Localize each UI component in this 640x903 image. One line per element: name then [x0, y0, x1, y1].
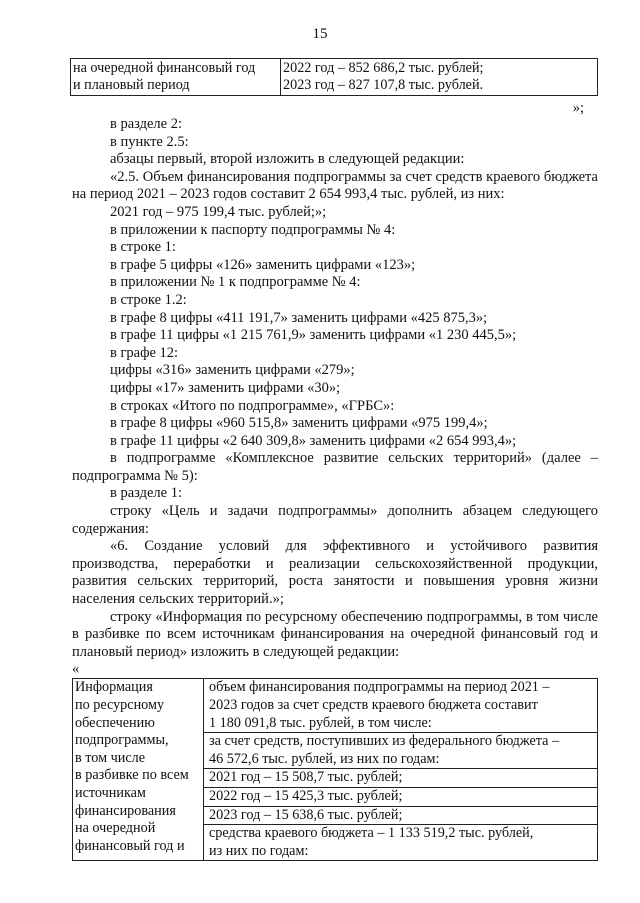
cell-line: Информация — [75, 679, 153, 696]
closing-quote: »; — [572, 100, 584, 116]
cell-line: 1 180 091,8 тыс. рублей, в том числе: — [209, 714, 432, 731]
paragraph: в строке 1: — [110, 239, 176, 256]
paragraph: «2.5. Объем финансирования подпрограммы за счет средств краевого бюджета на период 2021 – 2023 годов составит 2 654 993,4 тыс. рублей, из них: — [72, 168, 598, 203]
cell-line: 2022 год – 852 686,2 тыс. рублей; — [283, 60, 484, 76]
paragraph: строку «Информация по ресурсному обеспечению подпрограммы, в том числе в разбивке по всем источникам финансирования на очередной финансовый год и плановый период» изложить в следующей редакции: — [72, 608, 598, 660]
cell-line: средства краевого бюджета – 1 133 519,2 тыс. рублей, — [209, 825, 534, 842]
cell-line: объем финансирования подпрограммы на период 2021 – — [209, 679, 550, 696]
paragraph: в пункте 2.5: — [110, 133, 189, 150]
cell-line: в том числе — [75, 749, 146, 766]
paragraph: в графе 8 цифры «411 191,7» заменить цифрами «425 875,3»; — [110, 309, 488, 326]
paragraph: абзацы первый, второй изложить в следующей редакции: — [110, 151, 465, 168]
cell-line: 2023 годов за счет средств краевого бюджета составит — [209, 697, 538, 713]
paragraph: в графе 12: — [110, 344, 179, 361]
page-number: 15 — [312, 26, 328, 42]
paragraph: в подпрограмме «Комплексное развитие сельских территорий» (далее – подпрограмма № 5): — [72, 450, 598, 484]
paragraph: в приложении № 1 к подпрограмме № 4: — [110, 274, 361, 291]
table-cell-value — [204, 806, 598, 825]
paragraph: в приложении к паспорту подпрограммы № 4: — [110, 221, 396, 238]
paragraph: в графе 5 цифры «126» заменить цифрами «123»; — [110, 256, 416, 273]
funding-table-continuation — [70, 58, 598, 96]
paragraph: в разделе 1: — [110, 485, 183, 502]
paragraph: 2021 год – 975 199,4 тыс. рублей;»; — [110, 203, 327, 220]
cell-line: из них по годам: — [209, 842, 309, 859]
cell-line: за счет средств, поступивших из федерального бюджета – — [209, 733, 560, 750]
table-row — [73, 679, 598, 733]
cell-line: 46 572,6 тыс. рублей, из них по годам: — [209, 750, 440, 767]
cell-line: 2021 год – 15 508,7 тыс. рублей; — [209, 769, 403, 786]
table-cell-value — [204, 825, 598, 861]
resource-info-table — [72, 678, 598, 861]
table-cell-value — [204, 733, 598, 769]
table-cell-label — [73, 679, 204, 861]
paragraph: в графе 11 цифры «2 640 309,8» заменить цифрами «2 654 993,4»; — [110, 432, 517, 449]
paragraph: строку «Цель и задачи подпрограммы» дополнить абзацем следующего содержания: — [72, 503, 598, 537]
cell-line: 2022 год – 15 425,3 тыс. рублей; — [209, 787, 403, 804]
paragraph: в строке 1.2: — [110, 291, 187, 308]
cell-line: в разбивке по всем — [75, 767, 189, 784]
table-cell-value — [204, 787, 598, 806]
cell-line: 2023 год – 827 107,8 тыс. рублей. — [283, 77, 484, 93]
table-cell-value — [204, 679, 598, 733]
paragraph: в строках «Итого по подпрограмме», «ГРБС»: — [110, 397, 395, 414]
table-row — [71, 59, 598, 96]
paragraph: цифры «17» заменить цифрами «30»; — [110, 379, 341, 396]
cell-line: подпрограммы, — [75, 732, 169, 749]
document-body — [72, 116, 598, 861]
cell-line: финансовый год и — [75, 837, 185, 854]
table-cell-value — [204, 769, 598, 788]
cell-line: 2023 год – 15 638,6 тыс. рублей; — [209, 806, 403, 823]
cell-line: финансирования — [75, 802, 176, 819]
opening-quote: « — [72, 661, 80, 678]
cell-line: на очередной финансовый год — [73, 60, 256, 76]
paragraph: в разделе 2: — [110, 116, 183, 132]
cell-line: источникам — [75, 784, 146, 801]
paragraph: цифры «316» заменить цифрами «279»; — [110, 362, 355, 379]
cell-line: обеспечению — [75, 714, 155, 731]
cell-line: и плановый период — [73, 77, 190, 93]
paragraph: в графе 8 цифры «960 515,8» заменить цифрами «975 199,4»; — [110, 415, 488, 432]
paragraph: «6. Создание условий для эффективного и устойчивого развития производства, переработки и реализации сельскохозяйственной продукции, развития сельских территорий, роста занятости и повышения уровня жизни населения сельских территорий.»; — [72, 538, 598, 608]
table-cell-label — [71, 59, 281, 96]
cell-line: по ресурсному — [75, 697, 165, 713]
table-cell-value — [281, 59, 598, 96]
cell-line: на очередной — [75, 820, 156, 837]
paragraph: в графе 11 цифры «1 215 761,9» заменить цифрами «1 230 445,5»; — [110, 327, 517, 344]
